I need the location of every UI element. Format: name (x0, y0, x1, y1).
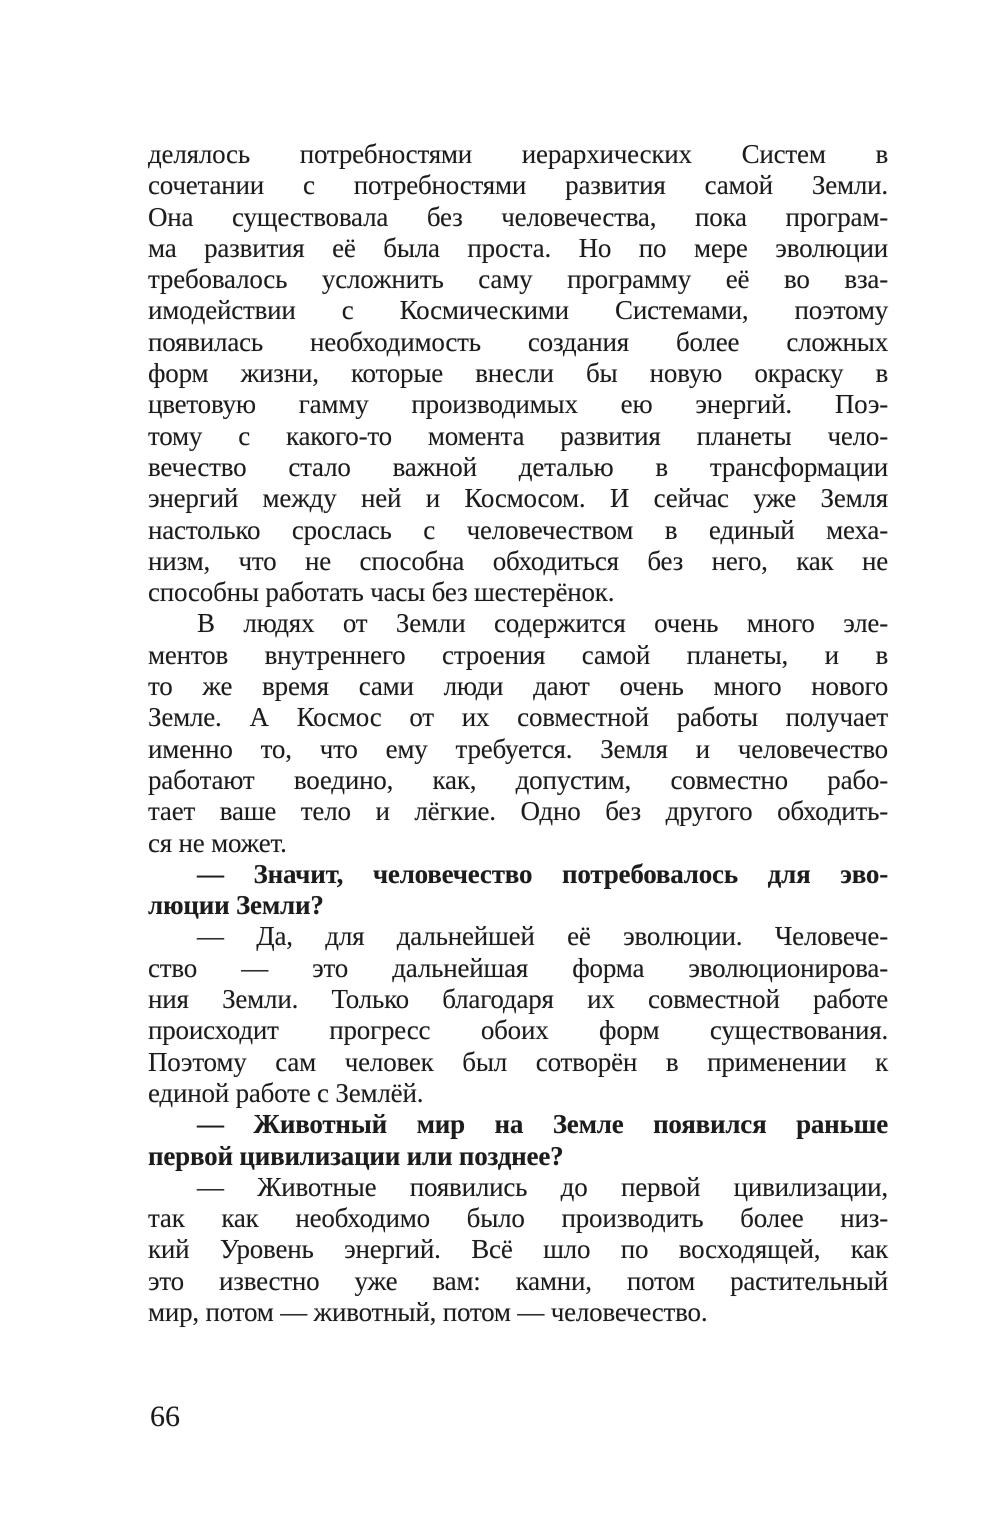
text-line: ния Земли. Только благодаря их совместной работе (148, 984, 888, 1015)
text-line: низм, что не способна обходиться без него, как не (148, 545, 888, 576)
text-line: — Значит, человечество потребовалось для эво- (197, 858, 888, 889)
dialogue-answer-paragraph (148, 921, 888, 1109)
text-line: тает ваше тело и лёгкие. Одно без другого обходить- (148, 796, 888, 827)
text-line: — Животный мир на Земле появился раньше (197, 1109, 888, 1140)
text-line: Поэтому сам человек был сотворён в применении к (148, 1046, 888, 1077)
text-line: тому с какого-то момента развития планеты чело- (148, 420, 888, 451)
text-line: форм жизни, которые внесли бы новую окраску в (148, 358, 888, 389)
text-line: цветовую гамму производимых ею энергий. Поэ- (148, 389, 888, 420)
text-line: то же время сами люди дают очень много нового (148, 671, 888, 702)
text-line: ментов внутреннего строения самой планеты, и в (148, 639, 888, 670)
text-line: люции Земли? (148, 890, 324, 921)
text-line: способны работать часы без шестерёнок. (148, 577, 615, 608)
text-line: так как необходимо было производить более низ- (148, 1203, 888, 1234)
text-line: ство — это дальнейшая форма эволюционирова- (148, 952, 888, 983)
text-line: это известно уже вам: камни, потом растительный (148, 1265, 888, 1296)
text-line: — Животные появились до первой цивилизации, (197, 1171, 888, 1202)
text-line: появилась необходимость создания более сложных (148, 326, 888, 357)
text-line: В людях от Земли содержится очень много эле- (197, 608, 888, 639)
text-line: происходит прогресс обоих форм существования. (148, 1015, 888, 1046)
text-line: работают воедино, как, допустим, совместно рабо- (148, 764, 888, 795)
page-number: 66 (150, 1400, 180, 1433)
text-line: требовалось усложнить саму программу её во вза- (148, 264, 888, 295)
text-line: мир, потом — животный, потом — человечество. (148, 1296, 708, 1327)
body-paragraph (148, 608, 888, 858)
text-line: первой цивилизации или позднее? (148, 1140, 564, 1171)
dialogue-question-paragraph (148, 1109, 888, 1172)
text-block (148, 139, 888, 1328)
text-line: — Да, для дальнейшей её эволюции. Человече- (197, 921, 888, 952)
text-line: ма развития её была проста. Но по мере эволюции (148, 232, 888, 263)
text-line: энергий между ней и Космосом. И сейчас уже Земля (148, 483, 888, 514)
text-line: Она существовала без человечества, пока програм- (148, 201, 888, 232)
text-line: именно то, что ему требуется. Земля и человечество (148, 733, 888, 764)
text-line: кий Уровень энергий. Всё шло по восходящей, как (148, 1234, 888, 1265)
text-line: имодействии с Космическими Системами, поэтому (148, 295, 888, 326)
text-line: единой работе с Землёй. (148, 1077, 424, 1108)
dialogue-question-paragraph (148, 859, 888, 922)
body-continuation-paragraph (148, 139, 888, 608)
paragraphs (148, 139, 888, 1328)
text-line: сочетании с потребностями развития самой Земли. (148, 170, 888, 201)
text-line: ся не может. (148, 827, 287, 858)
text-line: вечество стало важной деталью в трансформации (148, 451, 888, 482)
text-line: Земле. А Космос от их совместной работы получает (148, 702, 888, 733)
dialogue-answer-paragraph (148, 1172, 888, 1328)
text-line: делялось потребностями иерархических Систем в (148, 139, 888, 169)
text-line: настолько срослась с человечеством в единый меха- (148, 514, 888, 545)
